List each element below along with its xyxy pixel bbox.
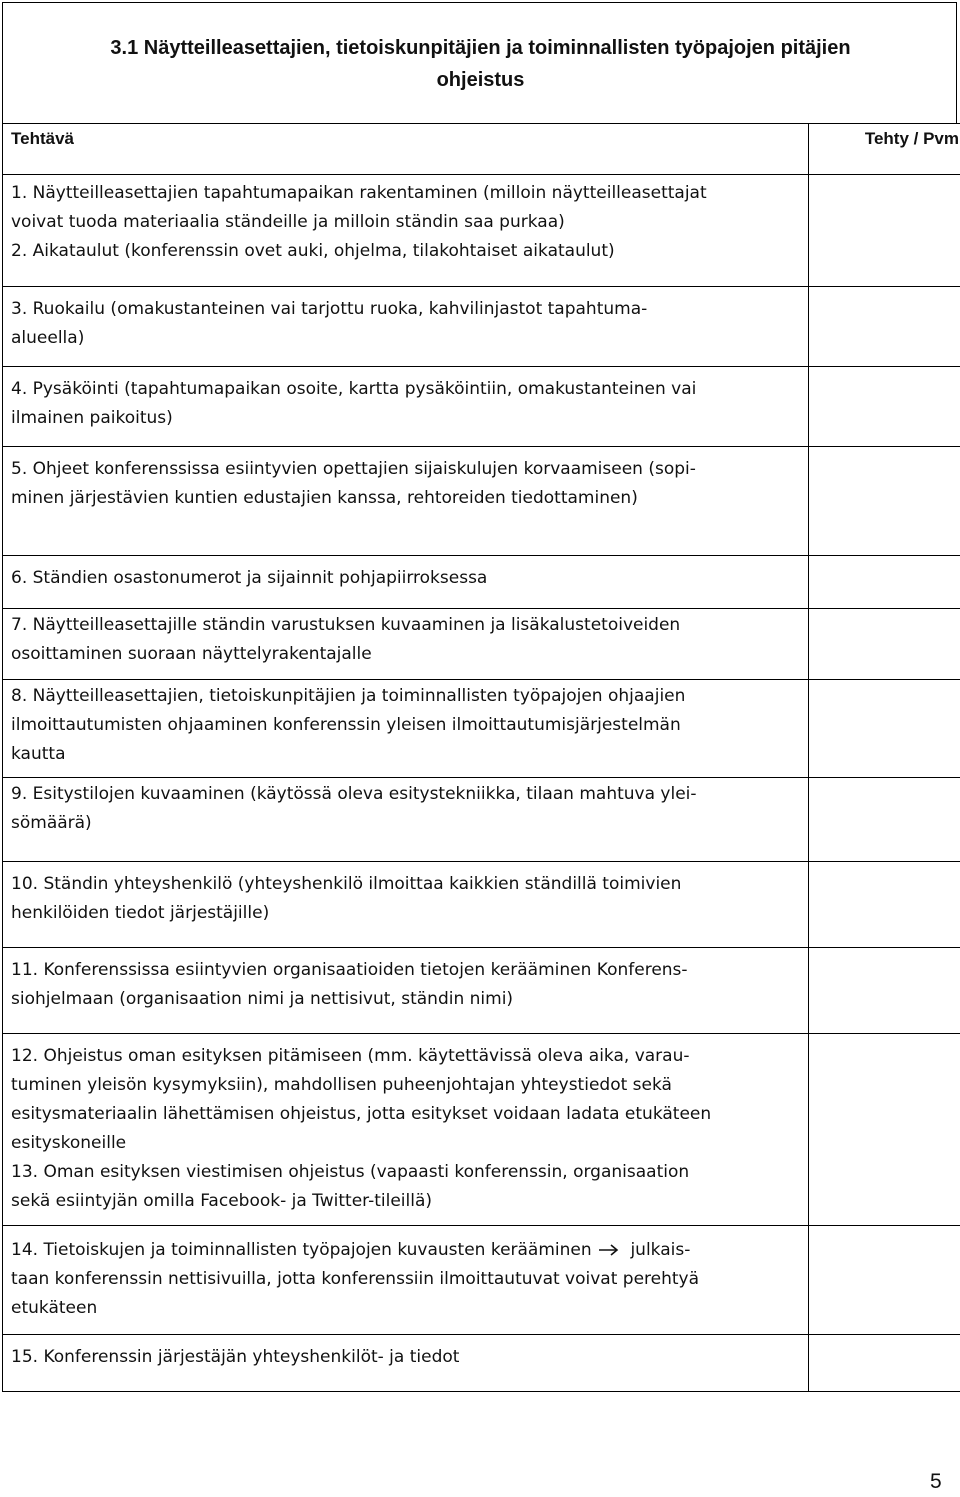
task-cell	[3, 556, 809, 609]
task-line: osoittaminen suoraan näyttelyrakentajalle	[11, 644, 372, 664]
task-line: esitysmateriaalin lähettämisen ohjeistus, jotta esitykset voidaan ladata etukäteen	[11, 1104, 712, 1124]
done-cell[interactable]	[809, 1034, 960, 1226]
task-line: 2. Aikataulut (konferenssin ovet auki, ohjelma, tilakohtaiset aikataulut)	[11, 241, 615, 261]
task-line: siohjelmaan (organisaation nimi ja nettisivut, ständin nimi)	[11, 989, 514, 1009]
task-line: minen järjestävien kuntien edustajien kanssa, rehtoreiden tiedottaminen)	[11, 488, 638, 508]
done-cell[interactable]	[809, 447, 960, 556]
done-cell[interactable]	[809, 609, 960, 680]
task-cell	[3, 680, 809, 778]
task-line: 15. Konferenssin järjestäjän yhteyshenkilöt- ja tiedot	[11, 1347, 460, 1367]
task-cell	[3, 609, 809, 680]
task-cell	[3, 948, 809, 1034]
table-row	[3, 609, 960, 680]
table-row	[3, 1226, 960, 1335]
table-row	[3, 1034, 960, 1226]
done-cell[interactable]	[809, 680, 960, 778]
done-cell[interactable]	[809, 556, 960, 609]
task-line: 11. Konferenssissa esiintyvien organisaatioiden tietojen kerääminen Konferens-	[11, 960, 688, 980]
task-line: 3. Ruokailu (omakustanteinen vai tarjottu ruoka, kahvilinjastot tapahtuma-	[11, 299, 648, 319]
task-line: 4. Pysäköinti (tapahtumapaikan osoite, kartta pysäköintiin, omakustanteinen vai	[11, 379, 697, 399]
page-number: 5	[930, 1470, 942, 1493]
table-row	[3, 556, 960, 609]
task-line: esityskoneille	[11, 1133, 127, 1153]
col-header-done: Tehty / Pvm	[809, 124, 960, 175]
task-line: sekä esiintyjän omilla Facebook- ja Twitter-tileillä)	[11, 1191, 432, 1211]
done-cell[interactable]	[809, 1335, 960, 1392]
task-line: 7. Näytteilleasettajille ständin varustuksen kuvaaminen ja lisäkalustetoiveiden	[11, 615, 681, 635]
table-row	[3, 1335, 960, 1392]
col-header-task: Tehtävä	[3, 124, 809, 175]
task-cell	[3, 175, 809, 287]
task-line: kautta	[11, 744, 66, 764]
task-line: voivat tuoda materiaalia ständeille ja milloin ständin saa purkaa)	[11, 212, 565, 232]
done-cell[interactable]	[809, 1226, 960, 1335]
task-line: sömäärä)	[11, 813, 92, 833]
title-line-1: 3.1 Näytteilleasettajien, tietoiskunpitäjien ja toiminnallisten työpajojen pitäjien	[110, 37, 851, 59]
task-table	[2, 123, 960, 1392]
task-line: henkilöiden tiedot järjestäjille)	[11, 903, 270, 923]
task-line	[11, 1236, 800, 1265]
task-line: 10. Ständin yhteyshenkilö (yhteyshenkilö ilmoittaa kaikkien ständillä toimivien	[11, 874, 682, 894]
task-cell	[3, 447, 809, 556]
page-title	[3, 32, 958, 96]
task-line: alueella)	[11, 328, 85, 348]
task-line: 5. Ohjeet konferenssissa esiintyvien opettajien sijaiskulujen korvaamiseen (sopi-	[11, 459, 696, 479]
task-cell	[3, 1335, 809, 1392]
done-cell[interactable]	[809, 948, 960, 1034]
table-row	[3, 778, 960, 862]
task-line: 6. Ständien osastonumerot ja sijainnit pohjapiirroksessa	[11, 568, 488, 588]
table-row	[3, 447, 960, 556]
task-line: tuminen yleisön kysymyksiin), mahdollisen puheenjohtajan yhteystiedot sekä	[11, 1075, 672, 1095]
done-cell[interactable]	[809, 862, 960, 948]
task-cell	[3, 778, 809, 862]
arrow-right-icon	[597, 1236, 625, 1265]
task-line: etukäteen	[11, 1298, 98, 1318]
task-cell	[3, 1226, 809, 1335]
task-line: 1. Näytteilleasettajien tapahtumapaikan rakentaminen (milloin näytteilleasettajat	[11, 183, 707, 203]
title-line-2: ohjeistus	[436, 69, 525, 91]
task-line: ilmoittautumisten ohjaaminen konferenssin yleisen ilmoittautumisjärjestelmän	[11, 715, 681, 735]
table-row	[3, 367, 960, 447]
table-row	[3, 680, 960, 778]
task-line: taan konferenssin nettisivuilla, jotta konferenssiin ilmoittautuvat voivat perehtyä	[11, 1269, 700, 1289]
table-row	[3, 862, 960, 948]
done-cell[interactable]	[809, 367, 960, 447]
table-row	[3, 175, 960, 287]
table-header-row	[3, 124, 960, 175]
task-cell	[3, 1034, 809, 1226]
task-line: 8. Näytteilleasettajien, tietoiskunpitäjien ja toiminnallisten työpajojen ohjaajien	[11, 686, 686, 706]
task-line: 12. Ohjeistus oman esityksen pitämiseen (mm. käytettävissä oleva aika, varau-	[11, 1046, 690, 1066]
done-cell[interactable]	[809, 175, 960, 287]
table-row	[3, 287, 960, 367]
done-cell[interactable]	[809, 287, 960, 367]
task-cell	[3, 862, 809, 948]
task-line: ilmainen paikoitus)	[11, 408, 173, 428]
task-line: 9. Esitystilojen kuvaaminen (käytössä oleva esitystekniikka, tilaan mahtuva ylei-	[11, 784, 697, 804]
task-line: 13. Oman esityksen viestimisen ohjeistus (vapaasti konferenssin, organisaation	[11, 1162, 690, 1182]
table-row	[3, 948, 960, 1034]
task-cell	[3, 367, 809, 447]
title-box	[2, 2, 957, 123]
task-line-text: 14. Tietoiskujen ja toiminnallisten työpajojen kuvausten kerääminen	[11, 1240, 592, 1260]
done-cell[interactable]	[809, 778, 960, 862]
task-cell	[3, 287, 809, 367]
task-line-text: julkais-	[630, 1240, 691, 1260]
